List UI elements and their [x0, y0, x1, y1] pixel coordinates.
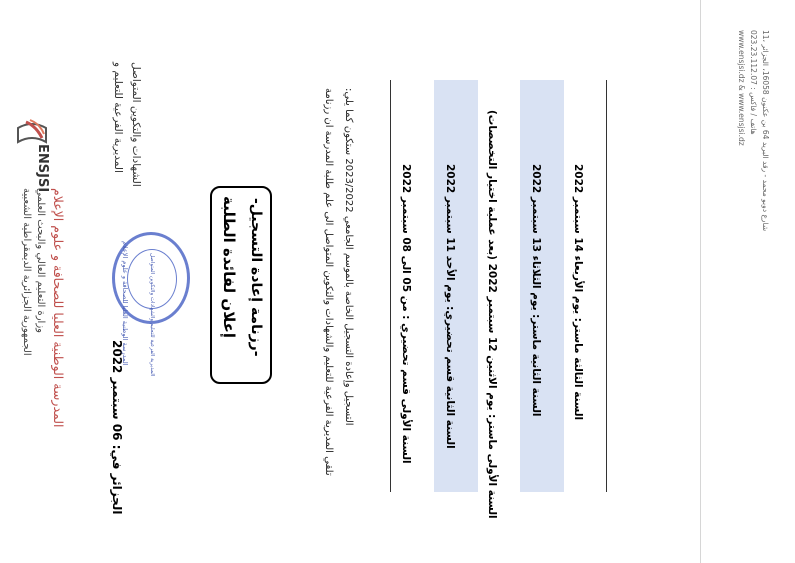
school-name: المدرسة الوطنية العليا للصحافة و علوم الإعلام — [51, 188, 66, 428]
schedule-band-1 — [434, 80, 478, 492]
issue-date: الجزائر في: 06 سبتمبر 2022 — [110, 340, 124, 515]
ensjsi-logo — [12, 118, 54, 193]
directorate-line-2: الشهادات والتكوين المتواصل — [130, 62, 142, 187]
directorate-line-1: المديرية الفرعية للتعليم و — [112, 62, 124, 173]
footer-address: 11، شارع دوبو محمد - رقد البريد 64 بن عكنون 16058، الجزائر — [761, 30, 770, 232]
ministry-name: وزارة التعليم العالي والبحث العلمي — [35, 188, 46, 333]
logo-text: ENSJSI — [35, 144, 50, 193]
schedule-row: السنة الثانية قسم تحضيري: يوم الأحد 11 سبتمبر 2022 — [444, 164, 456, 449]
intro-line-1: تلقي المديرية الفرعية للتعليم والشهادات والتكوين المتواصل الى علم طلبة المدرسة ان رزنامة — [323, 88, 334, 476]
title-line-1: إعلان لفائدة الطلبة — [220, 196, 238, 338]
official-stamp — [112, 232, 190, 377]
stamp-inner-text: المديرية الفرعية للتعليم والشهادات والتكوين المتواصل — [149, 253, 155, 377]
stamp-outer-text: المدرسة الوطنية العليا للصحافة و علوم الإعلام — [121, 241, 129, 366]
table-border-right — [606, 80, 607, 492]
footer-web: www.ensjsi.dz & www.ensjsi.dz — [737, 30, 746, 146]
republic-name: الجمهورية الجزائرية الديمقراطية الشعبية — [21, 188, 32, 356]
schedule-row: السنة الثانية ماستر: يوم الثلاثاء 13 سبتمبر 2022 — [530, 164, 542, 417]
schedule-row: السنة الأولى قسم تحضيري : من 05 الى 08 سبتمبر 2022 — [400, 164, 412, 464]
schedule-row: السنة الأولى ماستر: يوم الاثنين 12 سبتمبر 2022 (بعد عملية اختيار التخصصات) — [486, 110, 498, 519]
schedule-band-2 — [520, 80, 564, 492]
intro-line-2: التسجيل وإعادة التسجيل الخاصة بالموسم الجامعي 2023/2022 ستكون كما يلي: — [343, 88, 354, 426]
table-border-left — [390, 80, 391, 492]
title-line-2: -رزنامة إعادة التسجيل- — [248, 198, 264, 357]
page-edge-line — [700, 0, 701, 563]
schedule-row: السنة الثالثة ماستر: يوم الأربعاء 14 سبتمبر 2022 — [572, 164, 584, 421]
announcement-title-box — [210, 186, 272, 384]
footer-phone: هاتف / فاكس : 023.23.112.07 — [749, 30, 758, 135]
